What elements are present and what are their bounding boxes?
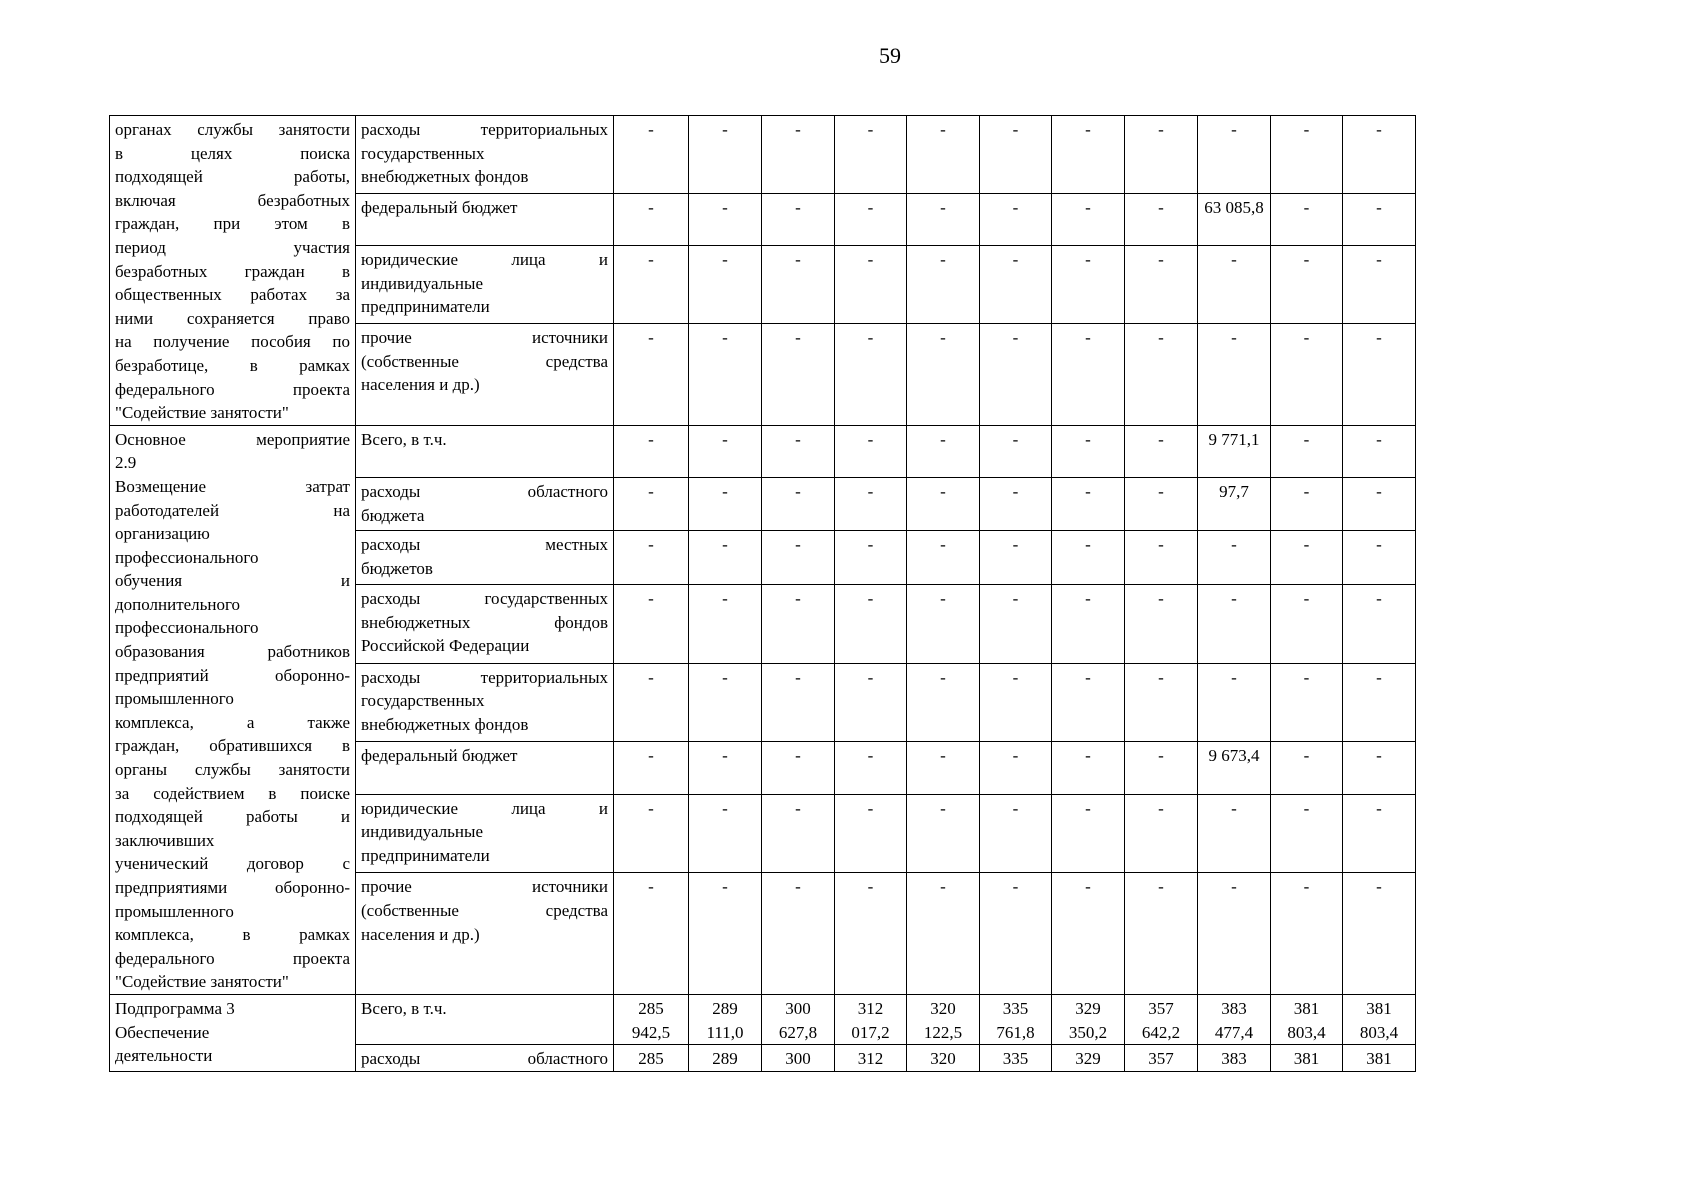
funding-source-cell — [356, 194, 614, 246]
funding-source-line: внебюджетных фондов — [361, 714, 529, 734]
event-text-line: Основное мероприятие — [115, 429, 350, 449]
year-value-cell: - — [1271, 873, 1343, 995]
year-value-cell: 320 122,5 — [907, 994, 980, 1044]
event-text-line: дополнительного — [115, 594, 241, 614]
funding-source-line: индивидуальные — [361, 273, 483, 293]
year-value-cell: - — [614, 477, 689, 531]
year-value-cell: 285 942,5 — [614, 994, 689, 1044]
year-value-cell: - — [1198, 663, 1271, 742]
funding-source-line: государственных — [361, 691, 485, 711]
funding-source-line: Российской Федерации — [361, 636, 530, 656]
year-value-cell: - — [980, 425, 1052, 477]
event-text-line: Обеспечение — [115, 1022, 210, 1042]
year-value-cell: - — [1198, 585, 1271, 664]
event-text-line: ученический договор с — [115, 854, 350, 874]
year-value-cell: - — [1052, 873, 1125, 995]
year-value-cell: - — [835, 663, 907, 742]
year-value-cell: - — [1052, 324, 1125, 426]
year-value-cell: - — [1271, 194, 1343, 246]
event-text-line: общественных работах за — [115, 285, 350, 305]
event-text-line: период участия — [115, 237, 350, 257]
year-value-cell: - — [907, 794, 980, 873]
funding-source-line: расходы областного — [361, 481, 608, 501]
year-value-cell: - — [980, 585, 1052, 664]
year-value-cell: - — [835, 116, 907, 194]
year-value-cell: - — [689, 477, 762, 531]
funding-source-cell — [356, 116, 614, 194]
year-value-cell: 9 771,1 — [1198, 425, 1271, 477]
year-value-cell: - — [835, 531, 907, 585]
year-value-cell: - — [835, 324, 907, 426]
year-value-cell: - — [1125, 116, 1198, 194]
year-value-cell: 300 — [762, 1045, 835, 1072]
year-value-cell: - — [980, 245, 1052, 323]
year-value-cell: - — [1271, 531, 1343, 585]
year-value-cell: - — [1125, 324, 1198, 426]
year-value-cell: - — [1271, 794, 1343, 873]
event-text-line: профессионального — [115, 547, 259, 567]
year-value-cell: - — [1125, 531, 1198, 585]
year-value-cell: - — [1052, 531, 1125, 585]
event-text-line: промышленного — [115, 689, 234, 709]
event-text-line: безработице, в рамках — [115, 355, 350, 375]
year-value-cell: - — [1125, 477, 1198, 531]
year-value-cell: 300 627,8 — [762, 994, 835, 1044]
year-value-cell: - — [907, 663, 980, 742]
year-value-cell: - — [835, 425, 907, 477]
year-value-cell: - — [907, 477, 980, 531]
year-value-cell: - — [1343, 742, 1416, 794]
year-value-cell: - — [907, 194, 980, 246]
funding-source-cell — [356, 663, 614, 742]
year-value-cell: - — [762, 194, 835, 246]
year-value-cell: - — [1343, 324, 1416, 426]
event-text-line: органы службы занятости — [115, 760, 350, 780]
event-text-line: в целях поиска — [115, 143, 350, 163]
year-value-cell: - — [689, 324, 762, 426]
year-value-cell: - — [614, 742, 689, 794]
funding-source-line: прочие источники — [361, 328, 608, 348]
year-value-cell: - — [689, 663, 762, 742]
year-value-cell: 381 803,4 — [1343, 994, 1416, 1044]
year-value-cell: - — [614, 531, 689, 585]
year-value-cell: - — [1343, 873, 1416, 995]
event-text-line: обучения и — [115, 571, 350, 591]
funding-source-line: федеральный бюджет — [361, 746, 518, 766]
funding-source-line: расходы областного — [361, 1049, 608, 1069]
event-text-line: деятельности — [115, 1046, 213, 1066]
year-value-cell: - — [1052, 477, 1125, 531]
year-value-cell: - — [1343, 425, 1416, 477]
year-value-cell: - — [762, 873, 835, 995]
year-value-cell: - — [1125, 742, 1198, 794]
year-value-cell: - — [1343, 794, 1416, 873]
funding-source-cell — [356, 585, 614, 664]
table-row — [110, 994, 1416, 1044]
year-value-cell: - — [1198, 245, 1271, 323]
year-value-cell: - — [1198, 873, 1271, 995]
year-value-cell: - — [614, 873, 689, 995]
funding-source-line: юридические лица и — [361, 249, 608, 269]
funding-source-line: внебюджетных фондов — [361, 167, 529, 187]
year-value-cell: - — [1125, 194, 1198, 246]
year-value-cell: 63 085,8 — [1198, 194, 1271, 246]
year-value-cell: - — [1271, 663, 1343, 742]
year-value-cell: - — [835, 477, 907, 531]
page-number: 59 — [879, 43, 901, 68]
year-value-cell: 320 — [907, 1045, 980, 1072]
funding-source-line: Всего, в т.ч. — [361, 429, 447, 449]
year-value-cell: - — [614, 116, 689, 194]
year-value-cell: - — [1343, 663, 1416, 742]
year-value-cell: - — [1271, 585, 1343, 664]
year-value-cell: - — [614, 794, 689, 873]
event-text-line: предприятий оборонно- — [115, 665, 350, 685]
funding-source-cell — [356, 794, 614, 873]
event-text-line: заключивших — [115, 830, 215, 850]
event-description-cell — [110, 425, 356, 994]
year-value-cell: 329 350,2 — [1052, 994, 1125, 1044]
year-value-cell: - — [980, 194, 1052, 246]
event-text-line: предприятиями оборонно- — [115, 878, 350, 897]
event-text-line: подходящей работы, — [115, 167, 350, 187]
year-value-cell: - — [762, 477, 835, 531]
year-value-cell: - — [980, 324, 1052, 426]
funding-source-line: бюджета — [361, 505, 425, 525]
year-value-cell: 312 017,2 — [835, 994, 907, 1044]
year-value-cell: 383 477,4 — [1198, 994, 1271, 1044]
funding-source-line: расходы государственных — [361, 589, 608, 608]
funding-source-line: населения и др.) — [361, 375, 480, 395]
event-text-line: органах службы занятости — [115, 120, 350, 139]
year-value-cell: 289 — [689, 1045, 762, 1072]
funding-source-line: юридические лица и — [361, 798, 608, 818]
funding-source-cell — [356, 994, 614, 1044]
event-text-line: безработных граждан в — [115, 261, 350, 281]
event-description-cell — [110, 116, 356, 426]
event-text-line: включая безработных — [115, 190, 350, 210]
year-value-cell: 289 111,0 — [689, 994, 762, 1044]
year-value-cell: - — [762, 585, 835, 664]
year-value-cell: - — [1198, 794, 1271, 873]
year-value-cell: - — [762, 324, 835, 426]
funding-source-cell — [356, 477, 614, 531]
year-value-cell: - — [1052, 663, 1125, 742]
year-value-cell: - — [689, 531, 762, 585]
year-value-cell: - — [762, 245, 835, 323]
year-value-cell: - — [1052, 116, 1125, 194]
year-value-cell: - — [614, 585, 689, 664]
funding-source-line: бюджетов — [361, 559, 433, 579]
year-value-cell: - — [689, 425, 762, 477]
year-value-cell: - — [835, 873, 907, 995]
funding-source-cell — [356, 1045, 614, 1072]
event-text-line: промышленного — [115, 901, 234, 921]
year-value-cell: - — [980, 477, 1052, 531]
year-value-cell: - — [762, 663, 835, 742]
budget-table — [109, 115, 1416, 1072]
year-value-cell: - — [689, 194, 762, 246]
event-text-line: комплекса, в рамках — [115, 925, 350, 945]
year-value-cell: - — [1052, 794, 1125, 873]
year-value-cell: - — [1271, 116, 1343, 194]
event-text-line: "Содействие занятости" — [115, 403, 289, 423]
year-value-cell: - — [689, 794, 762, 873]
funding-source-line: (собственные средства — [361, 351, 608, 371]
year-value-cell: - — [689, 873, 762, 995]
year-value-cell: - — [907, 425, 980, 477]
year-value-cell: - — [1271, 477, 1343, 531]
event-text-line: Подпрограмма 3 — [115, 998, 235, 1018]
year-value-cell: - — [835, 245, 907, 323]
year-value-cell: - — [980, 116, 1052, 194]
year-value-cell: - — [1052, 585, 1125, 664]
funding-source-cell — [356, 531, 614, 585]
year-value-cell: - — [689, 116, 762, 194]
table-row — [110, 116, 1416, 194]
year-value-cell: - — [835, 585, 907, 664]
year-value-cell: - — [980, 742, 1052, 794]
year-value-cell: - — [614, 245, 689, 323]
table-row — [110, 425, 1416, 477]
funding-source-line: предприниматели — [361, 297, 490, 317]
year-value-cell: - — [762, 116, 835, 194]
event-text-line: работодателей на — [115, 500, 350, 520]
year-value-cell: - — [689, 585, 762, 664]
year-value-cell: - — [907, 245, 980, 323]
year-value-cell: - — [1125, 245, 1198, 323]
year-value-cell: - — [762, 742, 835, 794]
event-text-line: подходящей работы и — [115, 807, 350, 827]
year-value-cell: - — [1343, 585, 1416, 664]
year-value-cell: - — [1125, 873, 1198, 995]
year-value-cell: - — [1343, 477, 1416, 531]
year-value-cell: 335 — [980, 1045, 1052, 1072]
year-value-cell: - — [1125, 794, 1198, 873]
funding-source-line: федеральный бюджет — [361, 198, 518, 218]
funding-source-line: расходы территориальных — [361, 667, 608, 687]
year-value-cell: - — [1343, 116, 1416, 194]
event-text-line: 2.9 — [115, 453, 137, 473]
year-value-cell: - — [1343, 245, 1416, 323]
year-value-cell: - — [1052, 742, 1125, 794]
funding-source-line: государственных — [361, 143, 485, 163]
funding-source-line: внебюджетных фондов — [361, 612, 608, 632]
year-value-cell: 285 — [614, 1045, 689, 1072]
year-value-cell: - — [689, 245, 762, 323]
event-text-line: граждан, обратившихся в — [115, 736, 350, 756]
year-value-cell: 97,7 — [1198, 477, 1271, 531]
year-value-cell: - — [762, 794, 835, 873]
year-value-cell: - — [835, 794, 907, 873]
funding-source-line: Всего, в т.ч. — [361, 998, 447, 1018]
event-text-line: ними сохраняется право — [115, 308, 350, 328]
funding-source-line: прочие источники — [361, 877, 608, 897]
funding-source-line: расходы территориальных — [361, 120, 608, 139]
year-value-cell: - — [907, 873, 980, 995]
event-text-line: "Содействие занятости" — [115, 972, 289, 992]
year-value-cell: - — [835, 742, 907, 794]
year-value-cell: - — [1125, 585, 1198, 664]
year-value-cell: - — [614, 425, 689, 477]
year-value-cell: - — [1198, 324, 1271, 426]
funding-source-cell — [356, 324, 614, 426]
year-value-cell: 381 — [1271, 1045, 1343, 1072]
year-value-cell: - — [980, 663, 1052, 742]
event-text-line: организацию — [115, 524, 210, 544]
funding-source-line: населения и др.) — [361, 924, 480, 944]
year-value-cell: 357 642,2 — [1125, 994, 1198, 1044]
year-value-cell: - — [1125, 663, 1198, 742]
year-value-cell: - — [1052, 245, 1125, 323]
year-value-cell: - — [835, 194, 907, 246]
year-value-cell: 9 673,4 — [1198, 742, 1271, 794]
funding-source-line: индивидуальные — [361, 822, 483, 842]
event-text-line: граждан, при этом в — [115, 214, 350, 234]
event-text-line: федерального проекта — [115, 948, 350, 968]
funding-source-line: расходы местных — [361, 535, 608, 555]
event-description-cell — [110, 994, 356, 1071]
year-value-cell: 335 761,8 — [980, 994, 1052, 1044]
event-text-line: образования работников — [115, 642, 350, 662]
funding-source-cell — [356, 425, 614, 477]
year-value-cell: - — [907, 116, 980, 194]
year-value-cell: - — [1125, 425, 1198, 477]
year-value-cell: 381 803,4 — [1271, 994, 1343, 1044]
year-value-cell: - — [1198, 116, 1271, 194]
funding-source-cell — [356, 742, 614, 794]
year-value-cell: - — [1271, 425, 1343, 477]
year-value-cell: - — [614, 194, 689, 246]
year-value-cell: - — [689, 742, 762, 794]
year-value-cell: - — [907, 585, 980, 664]
year-value-cell: 383 — [1198, 1045, 1271, 1072]
year-value-cell: 312 — [835, 1045, 907, 1072]
year-value-cell: - — [1343, 531, 1416, 585]
event-text-line: за содействием в поиске — [115, 783, 350, 803]
event-text-line: комплекса, а также — [115, 712, 350, 732]
event-text-line: профессионального — [115, 618, 259, 638]
year-value-cell: - — [907, 324, 980, 426]
year-value-cell: - — [1271, 324, 1343, 426]
event-text-line: федерального проекта — [115, 379, 350, 399]
funding-source-cell — [356, 873, 614, 995]
year-value-cell: - — [614, 324, 689, 426]
funding-source-cell — [356, 245, 614, 323]
year-value-cell: - — [907, 531, 980, 585]
year-value-cell: - — [980, 531, 1052, 585]
year-value-cell: 357 — [1125, 1045, 1198, 1072]
event-text-line: на получение пособия по — [115, 332, 350, 352]
year-value-cell: - — [1052, 425, 1125, 477]
year-value-cell: - — [980, 794, 1052, 873]
year-value-cell: - — [1052, 194, 1125, 246]
year-value-cell: - — [762, 531, 835, 585]
event-text-line: Возмещение затрат — [115, 476, 350, 496]
year-value-cell: - — [1343, 194, 1416, 246]
year-value-cell: - — [1198, 531, 1271, 585]
year-value-cell: - — [907, 742, 980, 794]
funding-source-line: (собственные средства — [361, 900, 608, 920]
year-value-cell: - — [1271, 245, 1343, 323]
year-value-cell: 329 — [1052, 1045, 1125, 1072]
year-value-cell: - — [980, 873, 1052, 995]
funding-source-line: предприниматели — [361, 845, 490, 865]
year-value-cell: 381 — [1343, 1045, 1416, 1072]
year-value-cell: - — [762, 425, 835, 477]
year-value-cell: - — [1271, 742, 1343, 794]
year-value-cell: - — [614, 663, 689, 742]
